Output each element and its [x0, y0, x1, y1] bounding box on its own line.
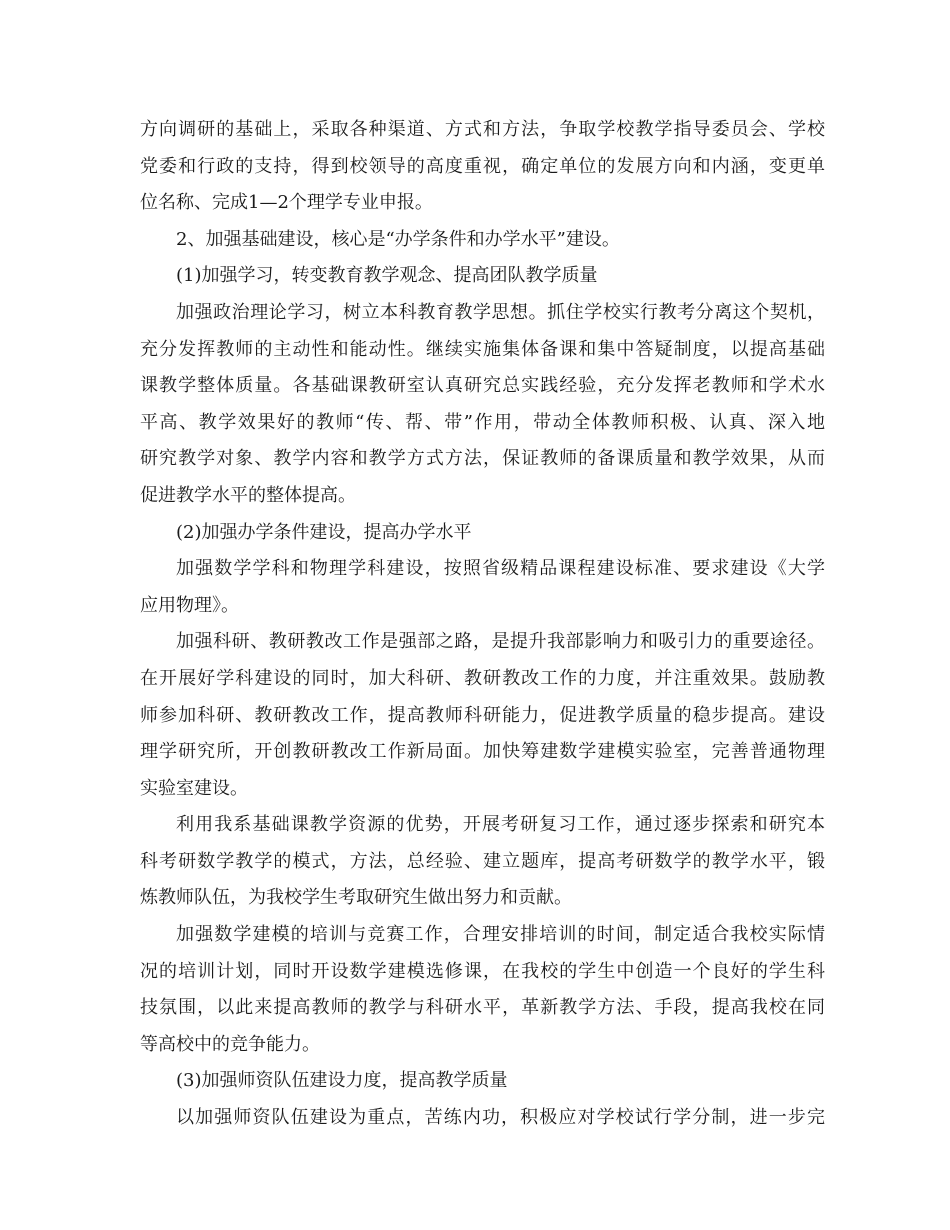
- paragraph-line: 研究教学对象、教学内容和教学方式方法，保证教师的备课质量和教学效果，从而: [140, 448, 825, 470]
- paragraph-line: 理学研究所，开创教研教改工作新局面。加快筹建数学建模实验室，完善普通物理: [140, 741, 825, 763]
- paragraph-line: 科考研数学教学的模式，方法，总经验、建立题库，提高考研数学的教学水平，锻: [140, 850, 825, 872]
- subsection-heading: (2)加强办学条件建设，提高办学水平: [176, 521, 472, 543]
- paragraph-line: 等高校中的竞争能力。: [140, 1033, 320, 1055]
- paragraph-line: 促进教学水平的整体提高。: [140, 484, 356, 506]
- document-body: [140, 112, 825, 1137]
- paragraph-line: 技氛围，以此来提高教师的教学与科研水平，革新教学方法、手段，提高我校在同: [140, 997, 825, 1019]
- paragraph-line: 方向调研的基础上，采取各种渠道、方式和方法，争取学校教学指导委员会、学校: [140, 119, 825, 140]
- paragraph-line: 加强数学建模的培训与竞赛工作，合理安排培训的时间，制定适合我校实际情: [176, 924, 825, 946]
- paragraph-line: 课教学整体质量。各基础课教研室认真研究总实践经验，充分发挥老教师和学术水: [140, 375, 825, 397]
- paragraph-line: 师参加科研、教研教改工作，提高教师科研能力，促进教学质量的稳步提高。建设: [140, 704, 825, 726]
- paragraph-line: 党委和行政的支持，得到校领导的高度重视，确定单位的发展方向和内涵，变更单: [140, 155, 825, 177]
- paragraph-line: 充分发挥教师的主动性和能动性。继续实施集体备课和集中答疑制度，以提高基础: [140, 338, 825, 360]
- paragraph-line: 利用我系基础课教学资源的优势，开展考研复习工作，通过逐步探索和研究本: [176, 814, 825, 836]
- paragraph-line: 在开展好学科建设的同时，加大科研、教研教改工作的力度，并注重效果。鼓励教: [140, 667, 825, 689]
- paragraph-line: 以加强师资队伍建设为重点，苦练内功，积极应对学校试行学分制，进一步完: [176, 1107, 825, 1129]
- paragraph-line: 位名称、完成1—2个理学专业申报。: [140, 192, 433, 214]
- subsection-heading: (3)加强师资队伍建设力度，提高教学质量: [176, 1070, 508, 1092]
- paragraph-line: 加强数学学科和物理学科建设，按照省级精品课程建设标准、要求建设《大学: [176, 558, 825, 580]
- paragraph-line: 实验室建设。: [140, 777, 248, 799]
- section-heading: 2、加强基础建设，核心是“办学条件和办学水平”建设。: [176, 228, 620, 250]
- subsection-heading: (1)加强学习，转变教育教学观念、提高团队教学质量: [176, 265, 598, 287]
- paragraph-line: 平高、教学效果好的教师“传、帮、带”作用，带动全体教师积极、认真、深入地: [140, 411, 825, 433]
- paragraph-line: 加强科研、教研教改工作是强部之路，是提升我部影响力和吸引力的重要途径。: [176, 631, 825, 653]
- paragraph-line: 应用物理》。: [140, 594, 239, 616]
- paragraph-line: 炼教师队伍，为我校学生考取研究生做出努力和贡献。: [140, 887, 572, 909]
- paragraph-line: 况的培训计划，同时开设数学建模选修课，在我校的学生中创造一个良好的学生科: [140, 960, 825, 982]
- paragraph-line: 加强政治理论学习，树立本科教育教学思想。抓住学校实行教考分离这个契机，: [176, 301, 825, 323]
